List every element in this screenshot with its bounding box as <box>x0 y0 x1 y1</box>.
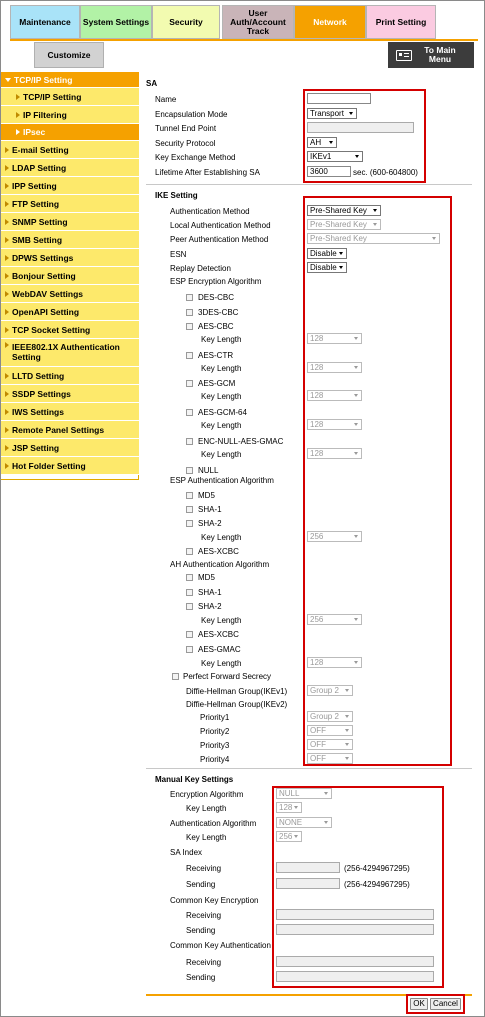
sidebar-item-openapi-setting[interactable] <box>1 303 139 321</box>
chevron-right-icon <box>5 445 9 451</box>
esp-enc-option-label: ENC-NULL-AES-GMAC <box>198 437 284 446</box>
ah-auth-option-label: SHA-2 <box>198 602 222 611</box>
esp-auth-option-label: SHA-2 <box>198 519 222 528</box>
priority-1-select-value: Group 2 <box>310 712 339 721</box>
esp-enc-checkbox-5[interactable] <box>186 409 193 416</box>
security-protocol-label: Security Protocol <box>155 139 216 148</box>
tab-security[interactable]: Security <box>152 5 220 39</box>
esp-auth-option-label: SHA-1 <box>198 505 222 514</box>
tab-bar-underline <box>10 39 478 41</box>
esp-auth-checkbox-0[interactable] <box>186 492 193 499</box>
chevron-right-icon <box>16 129 20 135</box>
sidebar-item-tcp-socket-setting[interactable] <box>1 321 139 339</box>
priority-label: Priority2 <box>200 727 230 736</box>
sidebar-item-snmp-setting[interactable] <box>1 213 139 231</box>
manual-authentication-select-value: NONE <box>279 818 303 827</box>
sidebar-item-label: FTP Setting <box>12 198 60 209</box>
key-length-label: Key Length <box>201 335 242 344</box>
esp-auth-checkbox-2[interactable] <box>186 520 193 527</box>
esn-label: ESN <box>170 250 187 259</box>
key-exchange-method-select-value: IKEv1 <box>310 152 332 161</box>
ah-auth-option-label: SHA-1 <box>198 588 222 597</box>
key-length-label: Key Length <box>201 364 242 373</box>
ah-sha2-key-length-select-value: 256 <box>310 615 324 624</box>
esp-auth-option-label: AES-XCBC <box>198 547 239 556</box>
tunnel-end-point-label: Tunnel End Point <box>155 124 217 133</box>
manual-key-heading: Manual Key Settings <box>155 775 234 784</box>
sidebar-item-e-mail-setting[interactable] <box>1 141 139 159</box>
manual-enc-key-length-label: Key Length <box>186 804 227 813</box>
sidebar-item-label: Bonjour Setting <box>12 270 76 281</box>
priority-label: Priority1 <box>200 713 230 722</box>
chevron-right-icon <box>5 409 9 415</box>
encapsulation-mode-select-value: Transport <box>310 109 344 118</box>
sidebar-item-label: IWS Settings <box>12 406 64 417</box>
sidebar-item-label: IPP Setting <box>12 180 57 191</box>
ike-highlight-box <box>303 196 452 766</box>
sidebar-item-tcp-ip-setting[interactable] <box>1 72 139 88</box>
sidebar-item-ftp-setting[interactable] <box>1 195 139 213</box>
esp-enc-checkbox-6[interactable] <box>186 438 193 445</box>
local-auth-method-select-value: Pre-Shared Key <box>310 220 367 229</box>
priority-3-select-value: OFF <box>310 740 326 749</box>
ah-authentication-label: AH Authentication Algorithm <box>170 560 270 569</box>
esp-enc-checkbox-4[interactable] <box>186 380 193 387</box>
divider-sa <box>146 184 472 185</box>
priority-4-select-value: OFF <box>310 754 326 763</box>
manual-enc-key-length-select-value: 128 <box>279 803 293 812</box>
replay-detection-select-value: Disable <box>310 263 337 272</box>
chevron-right-icon <box>5 147 9 153</box>
esp-enc-option-label: DES-CBC <box>198 293 235 302</box>
lifetime-hint: sec. (600-604800) <box>353 168 418 177</box>
ah-auth-checkbox-1[interactable] <box>186 589 193 596</box>
sa-index-sending-label: Sending <box>186 880 216 889</box>
sidebar-item-tcp-ip-setting[interactable] <box>1 88 139 106</box>
sidebar-item-label: DPWS Settings <box>12 252 74 263</box>
key-length-label: Key Length <box>201 659 242 668</box>
cancel-button[interactable]: Cancel <box>430 998 461 1010</box>
manual-authentication-label: Authentication Algorithm <box>170 819 257 828</box>
sidebar-item-ipsec[interactable] <box>1 124 139 141</box>
customize-button[interactable]: Customize <box>34 42 104 68</box>
esp-enc-key-length-select-value: 128 <box>310 391 324 400</box>
lifetime-label: Lifetime After Establishing SA <box>155 168 260 177</box>
sa-index-sending-hint: (256-4294967295) <box>344 880 410 889</box>
sidebar-item-label: IPsec <box>23 127 46 137</box>
sa-highlight-box <box>303 89 426 183</box>
priority-label: Priority3 <box>200 741 230 750</box>
chevron-right-icon <box>5 165 9 171</box>
main-menu-icon <box>396 50 412 61</box>
sidebar-item-label: LDAP Setting <box>12 162 67 173</box>
esp-enc-option-label: AES-CBC <box>198 322 234 331</box>
tab-network[interactable]: Network <box>294 5 366 39</box>
esp-enc-option-label: NULL <box>198 466 219 475</box>
dh-ikev1-label: Diffie-Hellman Group(IKEv1) <box>186 687 288 696</box>
sidebar-item-ieee802-1x-authentication-setting[interactable] <box>1 339 139 367</box>
priority-label: Priority4 <box>200 755 230 764</box>
dh-ikev1-select-value: Group 2 <box>310 686 339 695</box>
peer-auth-method-label: Peer Authentication Method <box>170 235 269 244</box>
sidebar-item-ssdp-settings[interactable] <box>1 385 139 403</box>
lifetime-input[interactable]: 3600 <box>307 166 351 177</box>
sidebar-item-label: E-mail Setting <box>12 144 69 155</box>
cka-receiving-label: Receiving <box>186 958 222 967</box>
ah-auth-option-label: AES-XCBC <box>198 630 239 639</box>
chevron-right-icon <box>5 237 9 243</box>
esp-enc-checkbox-7[interactable] <box>186 467 193 474</box>
esp-enc-checkbox-3[interactable] <box>186 352 193 359</box>
sidebar-item-ldap-setting[interactable] <box>1 159 139 177</box>
chevron-right-icon <box>5 183 9 189</box>
esp-authentication-label: ESP Authentication Algorithm <box>170 476 274 485</box>
ah-auth-checkbox-3[interactable] <box>186 631 193 638</box>
ok-button[interactable]: OK <box>410 998 428 1010</box>
tab-maintenance[interactable]: Maintenance <box>10 5 80 39</box>
sidebar-item-label: TCP/IP Setting <box>14 74 73 85</box>
esp-enc-checkbox-0[interactable] <box>186 294 193 301</box>
manual-encryption-select-value: NULL <box>279 789 300 798</box>
sidebar-item-label: SSDP Settings <box>12 388 71 399</box>
esp-auth-key-length-select-value: 256 <box>310 532 324 541</box>
sa-heading: SA <box>146 79 158 88</box>
chevron-right-icon <box>5 201 9 207</box>
chevron-right-icon <box>5 78 11 82</box>
cke-receiving-label: Receiving <box>186 911 222 920</box>
sidebar-item-lltd-setting[interactable] <box>1 367 139 385</box>
chevron-right-icon <box>5 219 9 225</box>
common-key-encryption-label: Common Key Encryption <box>170 896 259 905</box>
ike-setting-heading: IKE Setting <box>155 191 198 200</box>
key-length-label: Key Length <box>201 616 242 625</box>
sidebar-item-remote-panel-settings[interactable] <box>1 421 139 439</box>
sidebar-item-ipp-setting[interactable] <box>1 177 139 195</box>
key-length-label: Key Length <box>201 421 242 430</box>
chevron-right-icon <box>16 94 20 100</box>
sidebar <box>1 72 139 480</box>
esp-enc-option-label: AES-GCM <box>198 379 236 388</box>
buttons-highlight-box <box>406 994 465 1014</box>
manual-auth-key-length-label: Key Length <box>186 833 227 842</box>
peer-auth-method-select-value: Pre-Shared Key <box>310 234 367 243</box>
chevron-right-icon <box>5 427 9 433</box>
cke-sending-label: Sending <box>186 926 216 935</box>
sidebar-item-label: Remote Panel Settings <box>12 424 105 435</box>
sidebar-item-webdav-settings[interactable] <box>1 285 139 303</box>
chevron-right-icon <box>5 327 9 333</box>
esn-select-value: Disable <box>310 249 337 258</box>
to-main-menu-button[interactable] <box>388 42 474 68</box>
divider-ike <box>146 768 472 769</box>
ah-gmac-key-length-select-value: 128 <box>310 658 324 667</box>
sa-index-receiving-label: Receiving <box>186 864 222 873</box>
dh-ikev2-label: Diffie-Hellman Group(IKEv2) <box>186 700 288 709</box>
esp-auth-checkbox-1[interactable] <box>186 506 193 513</box>
key-length-label: Key Length <box>201 533 242 542</box>
chevron-right-icon <box>5 273 9 279</box>
key-length-label: Key Length <box>201 392 242 401</box>
sidebar-item-iws-settings[interactable] <box>1 403 139 421</box>
sidebar-item-label: OpenAPI Setting <box>12 306 80 317</box>
tab-system-settings[interactable]: System Settings <box>80 5 152 39</box>
esp-enc-checkbox-2[interactable] <box>186 323 193 330</box>
ah-auth-option-label: MD5 <box>198 573 215 582</box>
tab-user-auth-account-track[interactable]: User Auth/Account Track <box>222 5 294 39</box>
sidebar-item-label: Hot Folder Setting <box>12 460 86 471</box>
pfs-checkbox[interactable] <box>172 673 179 680</box>
name-label: Name <box>155 95 177 104</box>
ah-auth-checkbox-4[interactable] <box>186 646 193 653</box>
authentication-method-label: Authentication Method <box>170 207 250 216</box>
sidebar-item-jsp-setting[interactable] <box>1 439 139 457</box>
sidebar-item-hot-folder-setting[interactable] <box>1 457 139 475</box>
ah-auth-checkbox-0[interactable] <box>186 574 193 581</box>
sidebar-item-label: IEEE802.1X Authentication Setting <box>12 342 120 362</box>
security-protocol-select-value: AH <box>310 138 322 147</box>
sidebar-item-label: TCP Socket Setting <box>12 324 91 335</box>
sidebar-item-smb-setting[interactable] <box>1 231 139 249</box>
sidebar-item-label: JSP Setting <box>12 442 60 453</box>
esp-enc-option-label: 3DES-CBC <box>198 308 239 317</box>
chevron-right-icon <box>5 463 9 469</box>
pfs-label: Perfect Forward Secrecy <box>183 672 272 681</box>
manual-encryption-label: Encryption Algorithm <box>170 790 244 799</box>
chevron-right-icon <box>16 112 20 118</box>
manual-auth-key-length-select-value: 256 <box>279 832 293 841</box>
esp-enc-key-length-select-value: 128 <box>310 334 324 343</box>
esp-encryption-label: ESP Encryption Algorithm <box>170 277 262 286</box>
chevron-right-icon <box>5 255 9 261</box>
sidebar-item-bonjour-setting[interactable] <box>1 267 139 285</box>
esp-enc-key-length-select-value: 128 <box>310 363 324 372</box>
ah-auth-option-label: AES-GMAC <box>198 645 241 654</box>
manual-key-highlight-box <box>272 786 444 988</box>
chevron-right-icon <box>5 342 9 348</box>
replay-detection-label: Replay Detection <box>170 264 231 273</box>
priority-2-select-value: OFF <box>310 726 326 735</box>
key-length-label: Key Length <box>201 450 242 459</box>
chevron-right-icon <box>5 373 9 379</box>
tab-print-setting[interactable]: Print Setting <box>366 5 436 39</box>
esp-enc-option-label: AES-GCM-64 <box>198 408 247 417</box>
cka-sending-label: Sending <box>186 973 216 982</box>
sidebar-item-label: WebDAV Settings <box>12 288 83 299</box>
sidebar-item-label: IP Filtering <box>23 109 67 120</box>
sidebar-item-label: SMB Setting <box>12 234 63 245</box>
sidebar-item-label: TCP/IP Setting <box>23 91 82 102</box>
esp-auth-checkbox-3[interactable] <box>186 548 193 555</box>
to-main-menu-label: To Main Menu <box>424 45 456 64</box>
esp-enc-option-label: AES-CTR <box>198 351 234 360</box>
esp-auth-option-label: MD5 <box>198 491 215 500</box>
chevron-right-icon <box>5 291 9 297</box>
key-exchange-method-label: Key Exchange Method <box>155 153 236 162</box>
ah-auth-checkbox-2[interactable] <box>186 603 193 610</box>
sidebar-item-label: LLTD Setting <box>12 370 65 381</box>
sa-index-label: SA Index <box>170 848 203 857</box>
authentication-method-select-value: Pre-Shared Key <box>310 206 367 215</box>
local-auth-method-label: Local Authentication Method <box>170 221 271 230</box>
encapsulation-mode-label: Encapsulation Mode <box>155 110 228 119</box>
sidebar-item-label: SNMP Setting <box>12 216 68 227</box>
esp-enc-key-length-select-value: 128 <box>310 420 324 429</box>
chevron-right-icon <box>5 309 9 315</box>
sa-index-receiving-hint: (256-4294967295) <box>344 864 410 873</box>
esp-enc-checkbox-1[interactable] <box>186 309 193 316</box>
esp-enc-key-length-select-value: 128 <box>310 449 324 458</box>
sidebar-item-dpws-settings[interactable] <box>1 249 139 267</box>
sidebar-item-ip-filtering[interactable] <box>1 106 139 124</box>
common-key-authentication-label: Common Key Authentication <box>170 941 271 950</box>
chevron-right-icon <box>5 391 9 397</box>
